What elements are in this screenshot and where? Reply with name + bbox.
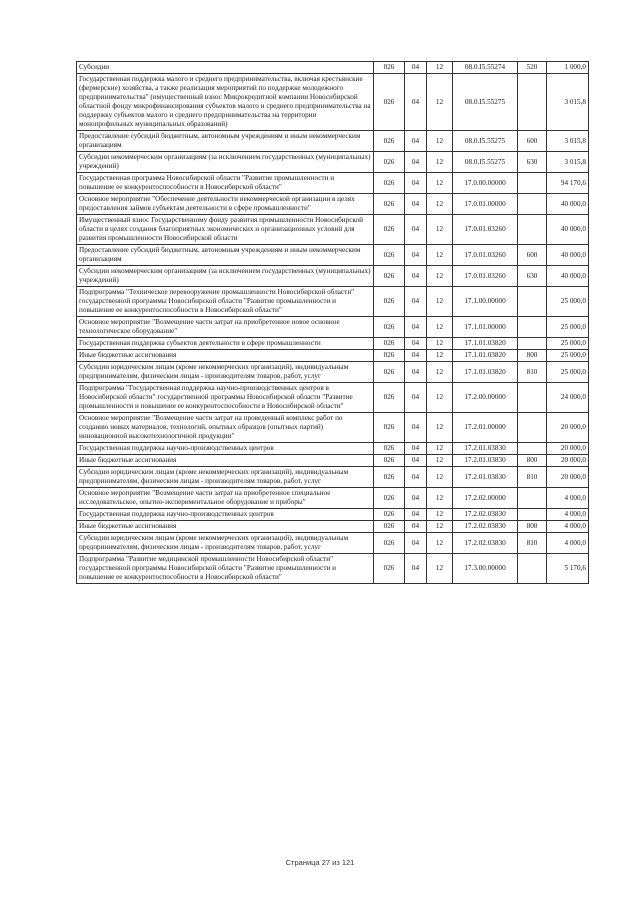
section-cell: 04 [405,287,427,317]
section-cell: 04 [405,362,427,383]
row-name-cell: Иные бюджетные ассигнования [77,350,374,362]
subsection-cell: 12 [427,338,453,350]
table-row [77,338,589,350]
section-cell: 04 [405,467,427,488]
target-article-cell: 17.0.01.03260 [453,266,518,287]
subsection-cell: 12 [427,74,453,131]
expense-type-cell: 800 [518,521,547,533]
section-cell: 04 [405,383,427,413]
amount-cell: 5 170,6 [547,554,589,584]
row-name-cell: Подпрограмма "Развитие медицинской промышленности Новосибирской области" государственной программы Новосибирской области "Развитие промышленности и повышение ее конкурентоспособности в Новосибирской области" [77,554,374,584]
section-cell: 04 [405,131,427,152]
subsection-cell: 12 [427,287,453,317]
table-row [77,74,589,131]
amount-cell: 1 000,0 [547,62,589,74]
amount-cell: 40 000,0 [547,245,589,266]
subsection-cell: 12 [427,455,453,467]
table-row [77,554,589,584]
section-cell: 04 [405,521,427,533]
target-article-cell: 17.2.00.00000 [453,383,518,413]
row-name-cell: Государственная программа Новосибирской области "Развитие промышленности и повышение ее конкурентоспособности в Новосибирской области" [77,173,374,194]
amount-cell: 40 000,0 [547,215,589,245]
table-row [77,533,589,554]
target-article-cell: 17.2.02.03830 [453,521,518,533]
subsection-cell: 12 [427,266,453,287]
expense-type-cell [518,383,547,413]
expense-type-cell [518,488,547,509]
table-row [77,488,589,509]
subsection-cell: 12 [427,194,453,215]
row-name-cell: Основное мероприятие "Возмещение части затрат на приобретенное новое основное технологическое оборудование" [77,317,374,338]
target-article-cell: 17.2.01.03830 [453,443,518,455]
amount-cell: 25 000,0 [547,317,589,338]
table-row [77,131,589,152]
amount-cell: 94 170,6 [547,173,589,194]
target-article-cell: 17.1.00.00000 [453,287,518,317]
subsection-cell: 12 [427,554,453,584]
row-name-cell: Основное мероприятие "Возмещение части затрат на проведенный комплекс работ по созданию новых материалов, технологий, опытных образцов (опытных партий) инновационной высокотехнологичной продукции" [77,413,374,443]
table-row [77,443,589,455]
amount-cell: 40 000,0 [547,194,589,215]
section-cell: 04 [405,62,427,74]
expense-type-cell: 800 [518,455,547,467]
target-article-cell: 17.1.01.03820 [453,350,518,362]
amount-cell: 25 000,0 [547,287,589,317]
grbs-code-cell: 026 [374,194,405,215]
row-name-cell: Субсидии некоммерческим организациям (за исключением государственных (муниципальных) учреждений) [77,266,374,287]
section-cell: 04 [405,350,427,362]
expense-type-cell: 600 [518,245,547,266]
section-cell: 04 [405,533,427,554]
grbs-code-cell: 026 [374,266,405,287]
row-name-cell: Имущественный взнос Государственному фонду развития промышленности Новосибирской области в целях создания благоприятных экономических и организационных условий для развития промышленности Новосибирской области [77,215,374,245]
table-row [77,413,589,443]
target-article-cell: 08.0.I5.55275 [453,152,518,173]
section-cell: 04 [405,215,427,245]
row-name-cell: Иные бюджетные ассигнования [77,521,374,533]
expense-type-cell [518,287,547,317]
grbs-code-cell: 026 [374,383,405,413]
table-row [77,215,589,245]
table-row [77,287,589,317]
amount-cell: 20 000,0 [547,467,589,488]
amount-cell: 25 000,0 [547,338,589,350]
expense-type-cell: 600 [518,131,547,152]
row-name-cell: Иные бюджетные ассигнования [77,455,374,467]
section-cell: 04 [405,245,427,266]
subsection-cell: 12 [427,245,453,266]
grbs-code-cell: 026 [374,533,405,554]
section-cell: 04 [405,266,427,287]
amount-cell: 20 000,0 [547,455,589,467]
expense-type-cell [518,215,547,245]
target-article-cell: 17.2.02.03830 [453,509,518,521]
grbs-code-cell: 026 [374,362,405,383]
target-article-cell: 17.1.01.03820 [453,362,518,383]
subsection-cell: 12 [427,131,453,152]
amount-cell: 4 000,0 [547,509,589,521]
section-cell: 04 [405,455,427,467]
target-article-cell: 17.1.01.00000 [453,317,518,338]
target-article-cell: 17.1.01.03820 [453,338,518,350]
subsection-cell: 12 [427,350,453,362]
amount-cell: 3 015,8 [547,131,589,152]
row-name-cell: Субсидии [77,62,374,74]
target-article-cell: 17.2.01.03830 [453,467,518,488]
target-article-cell: 08.0.I5.55274 [453,62,518,74]
section-cell: 04 [405,413,427,443]
amount-cell: 25 000,0 [547,362,589,383]
row-name-cell: Основное мероприятие "Возмещение части затрат на приобретенное специальное исследовательское, опытно-экспериментальное оборудование и приборы" [77,488,374,509]
row-name-cell: Подпрограмма "Техническое перевооружение промышленности Новосибирской области" государственной программы Новосибирской области "Развитие промышленности и повышение ее конкурентоспособности в Новосибирской области" [77,287,374,317]
section-cell: 04 [405,338,427,350]
grbs-code-cell: 026 [374,509,405,521]
row-name-cell: Предоставление субсидий бюджетным, автономным учреждениям и иным некоммерческим организациям [77,245,374,266]
amount-cell: 3 015,8 [547,74,589,131]
expense-type-cell [518,194,547,215]
subsection-cell: 12 [427,362,453,383]
table-row [77,173,589,194]
table-row [77,521,589,533]
target-article-cell: 17.2.02.03830 [453,533,518,554]
expense-type-cell: 520 [518,62,547,74]
row-name-cell: Государственная поддержка малого и среднего предпринимательства, включая крестьянские (фермерские) хозяйства, а также реализация мероприятий по поддержке молодежного предпринимательства" (имущественный взнос Микрокредитной компании Новосибирской областной фонду микрофинансирования субъектов малого и среднего предпринимательства на поддержку субъектов малого и среднего предпринимательства на территории монопрофильных муниципальных образований) [77,74,374,131]
expense-type-cell [518,554,547,584]
table-row [77,266,589,287]
expense-type-cell [518,173,547,194]
expense-type-cell [518,443,547,455]
target-article-cell: 17.2.01.00000 [453,413,518,443]
budget-table-body [77,62,589,584]
table-row [77,509,589,521]
table-row [77,455,589,467]
grbs-code-cell: 026 [374,74,405,131]
subsection-cell: 12 [427,467,453,488]
row-name-cell: Субсидии некоммерческим организациям (за исключением государственных (муниципальных) учреждений) [77,152,374,173]
grbs-code-cell: 026 [374,62,405,74]
table-row [77,245,589,266]
table-row [77,350,589,362]
row-name-cell: Субсидии юридическим лицам (кроме некоммерческих организаций), индивидуальным предпринимателям, физическим лицам - производителям товаров, работ, услуг [77,467,374,488]
section-cell: 04 [405,152,427,173]
target-article-cell: 17.3.00.00000 [453,554,518,584]
amount-cell: 24 000,0 [547,383,589,413]
subsection-cell: 12 [427,317,453,338]
subsection-cell: 12 [427,62,453,74]
expense-type-cell: 630 [518,266,547,287]
target-article-cell: 17.2.01.03830 [453,455,518,467]
amount-cell: 20 000,0 [547,443,589,455]
section-cell: 04 [405,443,427,455]
amount-cell: 40 000,0 [547,266,589,287]
grbs-code-cell: 026 [374,554,405,584]
section-cell: 04 [405,488,427,509]
section-cell: 04 [405,509,427,521]
subsection-cell: 12 [427,443,453,455]
section-cell: 04 [405,554,427,584]
row-name-cell: Подпрограмма "Государственная поддержка научно-производственных центров в Новосибирской области" государственной программы Новосибирской области "Развитие промышленности и повышение ее конкурентоспособности в Новосибирской области" [77,383,374,413]
grbs-code-cell: 026 [374,455,405,467]
expense-type-cell [518,317,547,338]
subsection-cell: 12 [427,383,453,413]
subsection-cell: 12 [427,488,453,509]
row-name-cell: Предоставление субсидий бюджетным, автономным учреждениям и иным некоммерческим организациям [77,131,374,152]
row-name-cell: Субсидии юридическим лицам (кроме некоммерческих организаций), индивидуальным предпринимателям, физическим лицам - производителям товаров, работ, услуг [77,533,374,554]
target-article-cell: 17.0.01.03260 [453,245,518,266]
row-name-cell: Государственная поддержка научно-производственных центров [77,443,374,455]
expense-type-cell: 800 [518,350,547,362]
grbs-code-cell: 026 [374,488,405,509]
row-name-cell: Субсидии юридическим лицам (кроме некоммерческих организаций), индивидуальным предпринимателям, физическим лицам - производителям товаров, работ, услуг [77,362,374,383]
amount-cell: 20 000,0 [547,413,589,443]
table-row [77,317,589,338]
grbs-code-cell: 026 [374,173,405,194]
grbs-code-cell: 026 [374,215,405,245]
expense-type-cell [518,338,547,350]
table-row [77,362,589,383]
target-article-cell: 17.0.00.00000 [453,173,518,194]
amount-cell: 4 000,0 [547,533,589,554]
expense-type-cell: 810 [518,533,547,554]
subsection-cell: 12 [427,173,453,194]
grbs-code-cell: 026 [374,521,405,533]
subsection-cell: 12 [427,533,453,554]
amount-cell: 4 000,0 [547,521,589,533]
section-cell: 04 [405,194,427,215]
row-name-cell: Государственная поддержка субъектов деятельности в сфере промышленности [77,338,374,350]
expense-type-cell [518,74,547,131]
subsection-cell: 12 [427,509,453,521]
expense-type-cell [518,413,547,443]
section-cell: 04 [405,173,427,194]
row-name-cell: Основное мероприятие "Обеспечение деятельности некоммерческой организации в целях предоставления займов субъектам деятельности в сфере промышленности" [77,194,374,215]
target-article-cell: 08.0.I5.55275 [453,74,518,131]
grbs-code-cell: 026 [374,152,405,173]
section-cell: 04 [405,317,427,338]
table-row [77,467,589,488]
subsection-cell: 12 [427,215,453,245]
subsection-cell: 12 [427,413,453,443]
grbs-code-cell: 026 [374,443,405,455]
expense-type-cell: 810 [518,467,547,488]
grbs-code-cell: 026 [374,131,405,152]
expense-type-cell: 810 [518,362,547,383]
budget-table [76,61,589,584]
grbs-code-cell: 026 [374,338,405,350]
table-row [77,62,589,74]
expense-type-cell: 630 [518,152,547,173]
grbs-code-cell: 026 [374,287,405,317]
table-row [77,383,589,413]
row-name-cell: Государственная поддержка научно-производственных центров [77,509,374,521]
subsection-cell: 12 [427,521,453,533]
target-article-cell: 08.0.I5.55275 [453,131,518,152]
expense-type-cell [518,509,547,521]
subsection-cell: 12 [427,152,453,173]
target-article-cell: 17.0.01.00000 [453,194,518,215]
amount-cell: 25 000,0 [547,350,589,362]
grbs-code-cell: 026 [374,317,405,338]
table-row [77,194,589,215]
target-article-cell: 17.2.02.00000 [453,488,518,509]
grbs-code-cell: 026 [374,245,405,266]
target-article-cell: 17.0.01.03260 [453,215,518,245]
table-row [77,152,589,173]
grbs-code-cell: 026 [374,413,405,443]
grbs-code-cell: 026 [374,467,405,488]
page-number: Страница 27 из 121 [285,858,355,867]
amount-cell: 3 015,8 [547,152,589,173]
section-cell: 04 [405,74,427,131]
grbs-code-cell: 026 [374,350,405,362]
amount-cell: 4 000,0 [547,488,589,509]
